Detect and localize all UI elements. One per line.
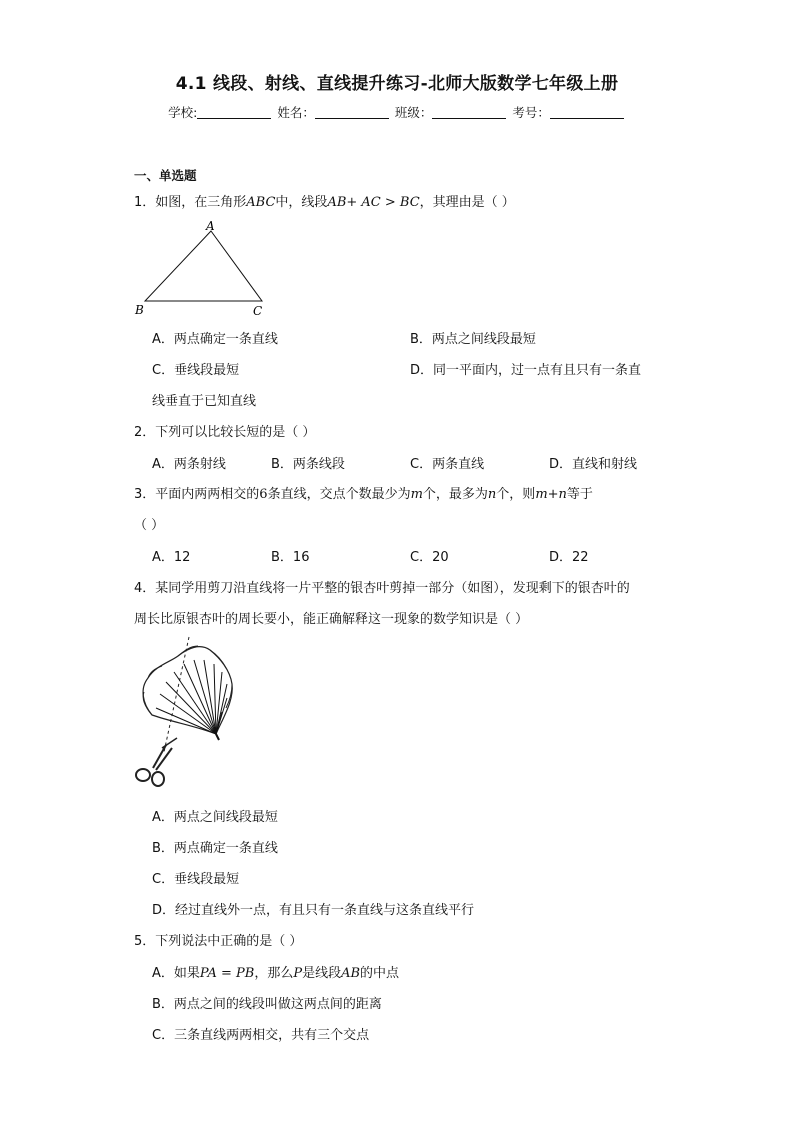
q1-stem-b: 中，线段	[275, 195, 328, 210]
vertex-label-c: C	[253, 304, 263, 318]
q3-stem-e: 等于	[566, 487, 593, 502]
q5-stem: 5．下列说法中正确的是（ ）	[134, 934, 303, 949]
q3-m-plus-n: m+n	[535, 487, 567, 502]
q5-a-equation: PA = PB	[199, 966, 255, 981]
vertex-label-b: B	[135, 303, 144, 317]
q2-option-a[interactable]: A．两条射线	[152, 457, 226, 472]
school-label: 学校:	[168, 105, 198, 120]
q4-option-d[interactable]: D．经过直线外一点，有且只有一条直线与这条直线平行	[152, 903, 475, 918]
ginkgo-stem	[216, 734, 219, 740]
q3-stem-a: 3．平面内两两相交的	[134, 487, 260, 502]
q1-option-c[interactable]: C．垂线段最短	[152, 363, 240, 378]
q3-option-b[interactable]: B．16	[271, 550, 310, 565]
q4-option-c[interactable]: C．垂线段最短	[152, 872, 240, 887]
scissors-icon	[136, 738, 177, 786]
q5-a-mid2: 是线段	[302, 966, 342, 981]
q3-six: 6	[259, 487, 268, 502]
q5-a-post: 的中点	[360, 966, 400, 981]
q3-stem-c: 个，最多为	[422, 487, 488, 502]
q1-expression: AB+ AC > BC	[327, 195, 420, 210]
q5-a-segment-ab: AB	[341, 966, 361, 981]
q2-option-b[interactable]: B．两条线段	[271, 457, 345, 472]
q5-option-a[interactable]	[152, 962, 399, 981]
class-label: 班级：	[394, 105, 433, 120]
q4-stem-line1: 4．某同学用剪刀沿直线将一片平整的银杏叶剪掉一部分（如图），发现剩下的银杏叶的	[134, 581, 630, 596]
q4-stem-line2: 周长比原银杏叶的周长要小，能正确解释这一现象的数学知识是（ ）	[134, 612, 529, 627]
q3-stem-d: 个，则	[496, 487, 536, 502]
q1-option-b[interactable]: B．两点之间线段最短	[410, 332, 536, 347]
q2-option-d[interactable]: D．直线和射线	[549, 457, 638, 472]
q5-option-b[interactable]: B．两点之间的线段叫做这两点间的距离	[152, 997, 382, 1012]
q4-option-b[interactable]: B．两点确定一条直线	[152, 841, 278, 856]
q3-option-a[interactable]: A．12	[152, 550, 191, 565]
q1-stem-a: 1．如图，在三角形	[134, 195, 247, 210]
q3-n: n	[487, 487, 497, 502]
q3-m: m	[410, 487, 423, 502]
q1-option-a[interactable]: A．两点确定一条直线	[152, 332, 278, 347]
number-label: 考号：	[512, 105, 550, 120]
q3-option-d[interactable]: D．22	[549, 550, 589, 565]
q1-option-d[interactable]: D．同一平面内，过一点有且只有一条直	[410, 363, 642, 378]
q3-option-c[interactable]: C．20	[410, 550, 449, 565]
q1-stem-c: ，其理由是（ ）	[419, 195, 515, 210]
q3-stem-b: 条直线，交点个数最少为	[267, 487, 411, 502]
q3-stem-bracket: （ ）	[134, 518, 165, 533]
vertex-label-a: A	[206, 219, 215, 233]
q2-stem: 2．下列可以比较长短的是（ ）	[134, 425, 316, 440]
q1-option-d-continued: 线垂直于已知直线	[152, 394, 257, 409]
q5-a-mid: ，那么	[254, 966, 294, 981]
q4-option-a[interactable]: A．两点之间线段最短	[152, 810, 278, 825]
q2-option-c[interactable]: C．两条直线	[410, 457, 485, 472]
q5-option-c[interactable]: C．三条直线两两相交，共有三个交点	[152, 1028, 370, 1043]
q1-triangle-name: ABC	[246, 195, 276, 210]
name-label: 姓名：	[277, 105, 315, 120]
section-title: 一、单选题	[134, 168, 197, 183]
q5-a-pre: A．如果	[152, 966, 200, 981]
page-title: 4.1 线段、射线、直线提升练习-北师大版数学七年级上册	[175, 74, 619, 94]
q5-a-point-p: P	[293, 966, 303, 981]
